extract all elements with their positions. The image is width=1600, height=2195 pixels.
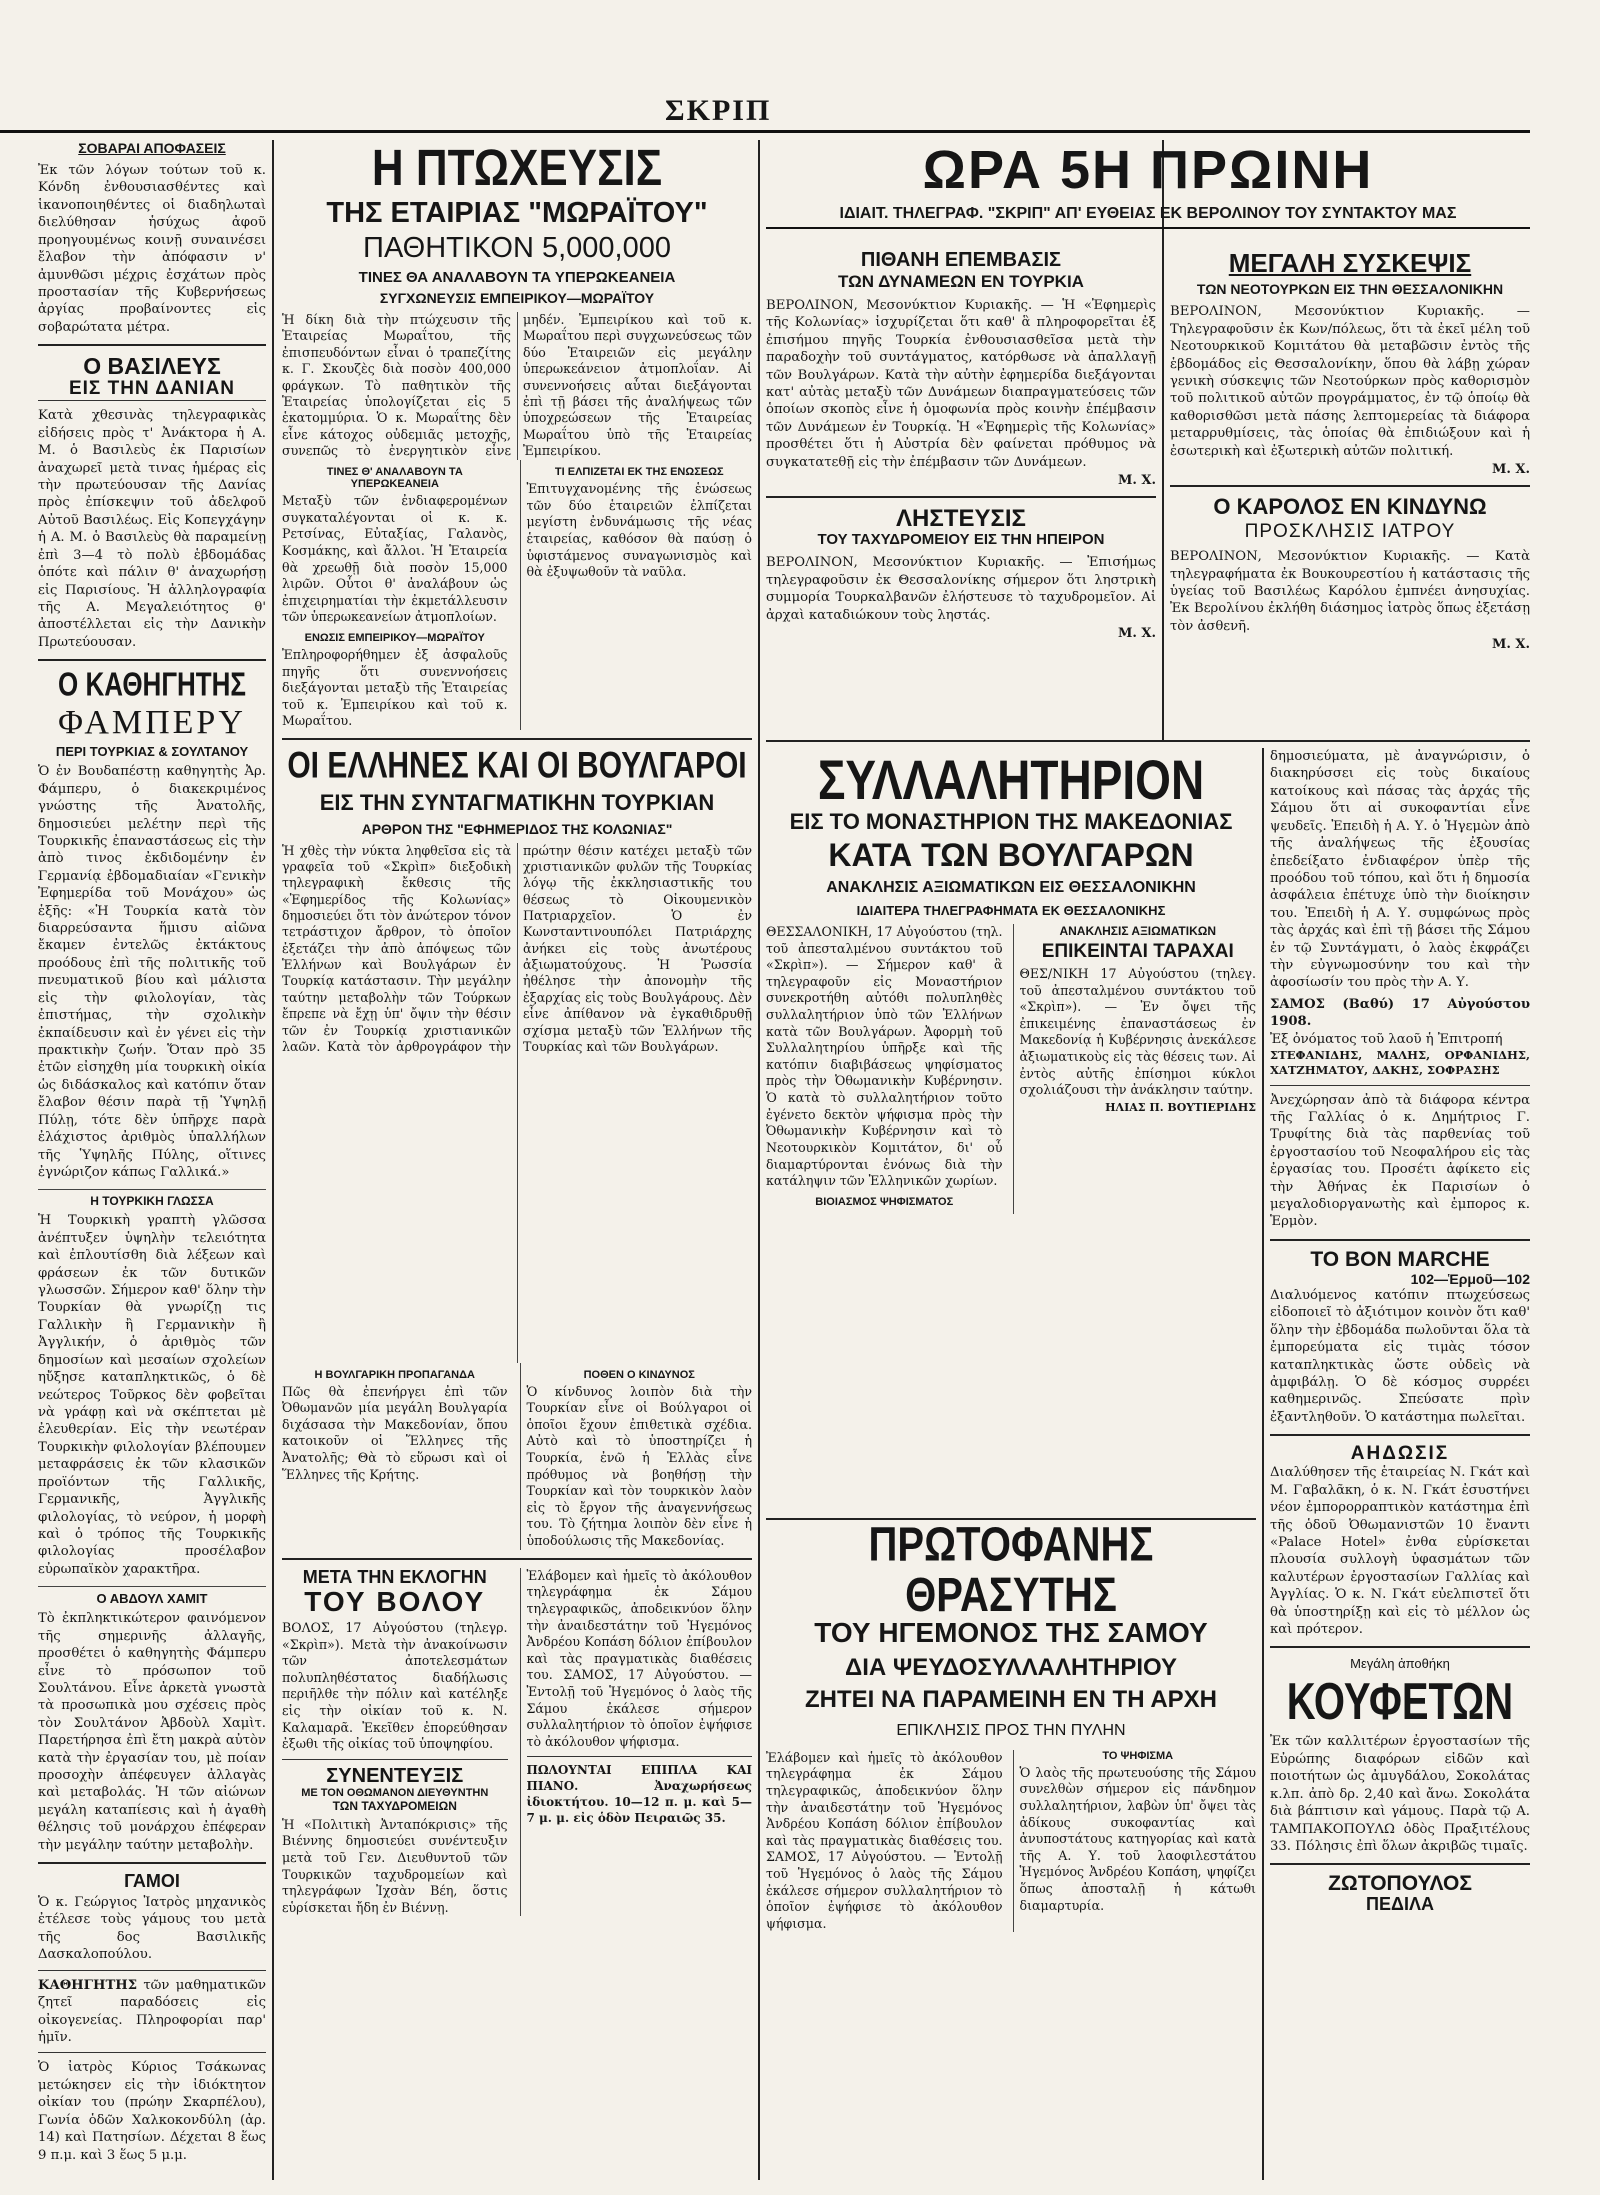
- audacity-title: ΠΡΩΤΟΦΑΝΗΣ ΘΡΑΣΥΤΗΣ: [868, 1518, 1154, 1622]
- rally-sub-3: ΑΝΑΚΛΗΣΙΣ ΑΞΙΩΜΑΤΙΚΩΝ ΕΙΣ ΘΕΣΣΑΛΟΝΙΚΗΝ: [826, 878, 1196, 896]
- rally-columns: [766, 924, 1256, 1214]
- volos-text: ΒΟΛΟΣ, 17 Αὐγούστου (τηλεγρ. «Σκρὶπ»). Μετὰ τὴν ἀνακοίνωσιν τῶν ἀποτελεσμάτων πολυπληθέστατος διαδήλωσις περιῆλθε τὴν πόλιν καὶ κατέληξε εἰς τὴν οἰκίαν τοῦ κ. Ν. Καλαμαρᾶ. Ἐκεῖθεν ἐπορεύθησαν ἐξωθι τῆς οἰκίας τοῦ ὑποψηφίου.: [282, 1619, 508, 1752]
- divider: [766, 496, 1156, 498]
- samos-names: ΣΤΕΦΑΝΙΔΗΣ, ΜΑΛΗΣ, ΟΡΦΑΝΙΔΗΣ, ΧΑΤΖΗΜΑΤΟΥ, ΔΑΚΗΣ, ΣΟΦΡΑΣΗΣ: [1270, 1048, 1530, 1078]
- section-rule: [766, 740, 1530, 742]
- column-3-audacity: [766, 1510, 1256, 2180]
- bankruptcy-text: Ἡ δίκη διὰ τὴν πτώχευσιν τῆς Ἑταιρείας Μωραΐτου, τῆς ἐπισπευδόντων εἶναι ὁ τραπεζίτης κ. Γ. Σκουζὲς διὰ ποσὸν 400,000 φράγκων. Τὸ παθητικὸν τῆς Ἑταιρείας ὑπολογίζεται εἰς 5 ἑκατομμύρια. Ὁ κ. Μωραΐτης δὲν εἶνε κάτοχος οὐδεμιᾶς μετοχῆς, συνεπῶς τὸ ἐνεργητικὸν εἶνε μηδέν. Ἐμπειρίκου καὶ τοῦ κ. Μωραΐτου περὶ συγχωνεύσεως τῶν δύο Ἑταιρειῶν εἰς μεγάλην ὑπερωκεάνειον ἀτμοπλοΐαν. Αἱ συνεννοήσεις αὗται διεξάγονται ἐπὶ τῇ βάσει τῆς ἀναλήψεως τῶν ὑποχρεώσεων τῆς Ἑταιρείας Μωραΐτου ὑπὸ τῆς Ἑταιρείας Ἐμπειρίκου.: [282, 312, 752, 458]
- warehouse-label: Μεγάλη ἀποθήκη: [1350, 1656, 1450, 1672]
- meet-title: ΣΥΝΕΝΤΕΥΞΙΣ: [326, 1764, 464, 1787]
- hamit-text: Τὸ ἐκπληκτικώτερον φαινόμενον τῆς σημερινῆς ἀλλαγῆς, προσθέτει ὁ καθηγητὴς Φάμπερυ εἶνε τὸ πρόσωπον τοῦ Σουλτάνου. Εἶνε ἀρκετὰ γνωστὰ τὰ προσωπικὰ μου σχέσεις πρὸς τὸν Σουλτάνον Ἀβδοὺλ Χαμὶτ. Παρετήρησα ἐπὶ ἔτη μακρὰ αὐτὸν κατὰ τὴν ἐργασίαν του, μὲ ποίαν προσοχὴν ἀπέφευγεν ἀλλαγὰς καὶ μεταβολάς. Ἡ τῶν αἰώνων μεγάλη καταπίεσις καὶ ἡ ἀγαθὴ θέλησις τοῦ μονάρχου ἐπέφεραν τὴν μεγάλην ταύτην μεταβολὴν.: [38, 1611, 266, 1853]
- bankruptcy-text-5: Ἐπληροφορήθημεν ἐξ ἀσφαλοῦς πηγῆς ὅτι συνεννοήσεις διεξάγονται μεταξὺ τῆς Ἑταιρείας τοῦ κ. Ἐμπειρίκου καὶ τοῦ κ. Μωραΐτου.: [282, 646, 508, 729]
- bon-marche-address: 102—Ἑρμοῦ—102: [1410, 1270, 1530, 1287]
- column-3-rally: [766, 748, 1256, 1508]
- bankruptcy-col-a: [282, 460, 508, 730]
- conf-text: ΒΕΡΟΛΙΝΟΝ, Μεσονύκτιον Κυριακῆς. — Τηλεγραφοῦσιν ἐκ Κων/πόλεως, ὅτι τὰ ἐκεῖ μέλη τοῦ Νεοτουρκικοῦ Κομιτάτου θὰ μεταβῶσιν ἐντὸς τῆς ἑβδομάδος εἰς Θεσσαλονίκην, ὅπου θὰ λάβῃ χώραν γενικὴ σύσκεψις τῶν Νεοτούρκων πρὸς καθορισμὸν τοῦ πολιτικοῦ αὐτῶν προγράμματος, ἐν τῷ ὁποίῳ θὰ καθορισθῶσι μετὰ πάσης λεπτομερείας τὰ διάφορα μεταρρυθμίσεις, τὰς ὁποίας θὰ ἐπιδιώξουν καὶ ἡ ἐσωτερικὴ καὶ ἐξωτερικὴ αὐτῶν πολιτική.: [1170, 304, 1530, 459]
- meet-sub-2: ΤΩΝ ΤΑΧΥΔΡΟΜΕΙΩΝ: [332, 1798, 457, 1813]
- meet-text: Ἡ «Πολιτικὴ Ἀνταπόκρισις» τῆς Βιέννης δημοσιεύει συνέντευξιν μετὰ τοῦ Γεν. Διευθυντοῦ τῶν Τουρκικῶν ταχυδρομείων καὶ τηλεγράφων Ἰχσὰν Βέη, ὅστις εὑρίσκεται ἤδη ἐν Βιέννῃ.: [282, 1816, 508, 1915]
- divider: [38, 344, 266, 346]
- lang-text: Ἡ Τουρκικὴ γραπτὴ γλῶσσα ἀνέπτυξεν ὑψηλὴν τελειότητα καὶ ἐπλουτίσθη διὰ λέξεων καὶ φράσεων ἐκ τῶν δυτικῶν γλωσσῶν. Σήμερον καθ' ὅλην τὴν Τουρκίαν θὰ γνωρίζῃ τις Γαλλικὴν ἢ Γερμανικὴν ἢ Ἀγγλικήν, ὁ ἀριθμὸς τῶν δημοσίων καὶ μεσαίων σχολείων ηὔξησε καταπληκτικῶς, ὁ δὲ νεώτερος Τοῦρκος δὲν φοβεῖται νὰ γράφῃ καὶ νὰ σκέπτεται μὲ ἐλευθερίαν. Εἰς τὴν νεωτέραν Τουρκικὴν φιλολογίαν βλέπουμεν μεταφράσεις ἐκ τῶν κλασικῶν προϊόντων τῆς Γαλλικῆς, Γερμανικῆς, Ἀγγλικῆς φιλολογίας, τὸ νεύρον, ἡ μορφὴ καὶ ὁ τρόπος τῆς Τουρκικῆς φιλολογίας προσέλαβον εὐρωπαϊκὸν χαρακτῆρα.: [38, 1213, 266, 1577]
- danger-text: Ὁ κίνδυνος λοιπὸν διὰ τὴν Τουρκίαν εἶνε οἱ Βούλγαροι οἱ ὁποῖοι ἔχουν ἐπιθετικὰ σχέδια. Αὐτὸ καὶ τὸ ὑποστηρίζει ἡ Τουρκία, ἐνῶ ἡ Ἑλλὰς εἶνε πρόθυμος νὰ βοηθήσῃ τὴν Τουρκίαν καὶ τὸν τουρκικὸν λαὸν εἰς τὸ ἔργον τῆς ἀναγεννήσεως του. Τὸ ζήτημα λοιπὸν δὲν εἶνε ἡ ὑποδούλωσις τῆς Μακεδονίας.: [526, 1383, 752, 1549]
- audacity-sub-2: ΔΙΑ ΨΕΥΔΟΣΥΛΛΑΛΗΤΗΡΙΟΥ: [844, 1654, 1178, 1682]
- main-headline: ΩΡΑ 5Η ΠΡΩΙΝΗ: [922, 140, 1374, 200]
- bon-marche-text: Διαλυόμενος κατόπιν πτωχεύσεως εἰδοποιεῖ τὸ ἀξιότιμον κοινὸν ὅτι καθ' ὅλην τὴν ἐβδομάδα πωλοῦνται ὅλα τὰ ἐμπορεύματα εἰς τιμὰς τόσον καταπληκτικὰς ὥστε οὐδεὶς νὰ ἀμφιβάλῃ. Ὁ δὲ κόσμος συρρέει καθημερινῶς. Σπεύσατε πρὶν ἐξαντληθοῦν. Ὁ κατάστημα πωλεῖται.: [1270, 1287, 1530, 1425]
- volos-sub: ΤΟΥ ΒΟΛΟΥ: [304, 1585, 486, 1617]
- greeks-columns: [282, 1363, 752, 1550]
- lower-col-b: [520, 1568, 753, 1917]
- divider: [1170, 485, 1530, 487]
- divider: [38, 659, 266, 661]
- danger-title: ΠΟΘΕΝ Ο ΚΙΝΔΥΝΟΣ: [583, 1368, 695, 1381]
- marriage-text: Ὁ κ. Γεώργιος Ἰατρὸς μηχανικὸς ἐτέλεσε τοὺς γάμους του μετὰ τῆς δος Βασιλικῆς Δασκαλοπούλου.: [38, 1895, 266, 1963]
- divider: [38, 2052, 266, 2053]
- bankruptcy-col-b: [520, 460, 753, 730]
- greeks-title: ΟΙ ΕΛΛΗΝΕΣ ΚΑΙ ΟΙ ΒΟΥΛΓΑΡΟΙ: [287, 744, 747, 787]
- col4-text-mid: Ἀνεχώρησαν ἀπὸ τὰ διάφορα κέντρα τῆς Γαλλίας ὁ κ. Δημήτριος Γ. Τρυφίτης διὰ τὰς παρθενίας τοῦ ἐργοστασίου τοῦ Νεοφαλήρου εἰς τὰς ἐργασίας του. Προσέτι ἀφίκετο εἰς τὴν Ἀθήνας ἐκ Παρισίων ὁ μεγαλοδιοργανωτὴς καὶ ἐμπορος κ. Ἑρμὸν.: [1270, 1092, 1530, 1230]
- greeks-text: Ἡ χθὲς τὴν νύκτα ληφθεῖσα εἰς τὰ γραφεῖα τοῦ «Σκρὶπ» διεξοδικὴ τηλεγραφικὴ ἔκθεσις τῆς «Ἐφημερίδος τῆς Κολωνίας» δημοσιεύει ὅτι τὸν ἀνώτερον τόνον τετράστιχον ἄρθρον, τὸ ὁποῖον ἐξετάζει τὴν ἀπὸ ἀπόψεως τῶν Ἑλλήνων καὶ Βουλγάρων ἐν Τουρκίᾳ κατάστασιν. Τὴν μεγάλην ταύτην μεταβολὴν τῶν Τούρκων ἔπρεπε νὰ ἔχῃ ὑπ' ὄψιν τὴν θέσιν τῶν ἐν Τουρκίᾳ χριστιανικῶν λαῶν. Κατὰ τὸν ἀρθρογράφον τὴν πρώτην θέσιν κατέχει μεταξὺ τῶν χριστιανικῶν φυλῶν τῆς Τουρκίας λόγῳ τῆς ἐκκλησιαστικῆς του θέσεως τὸ Οἰκουμενικὸν Πατριαρχεῖον. Ὁ ἐν Κωνσταντινουπόλει Πατριάρχης ἀνήκει εἰς τοὺς ἀνωτέρους ἀξιωματούχους. Ἡ Ῥωσσία ἠθέλησε τὴν ἀπονομὴν τῆς ἐξαρχίας εἰς τοὺς Βουλγάρους. Δὲν εἶνε ἀπίθανον νὰ ἐγκαθιδρυθῇ σχίσμα μεταξὺ τῶν Ἑλλήνων τῆς Τουρκίας καὶ τῶν Βουλγάρων.: [282, 842, 752, 1054]
- bankruptcy-title: Η ΠΤΩΧΕΥΣΙΣ: [371, 140, 663, 197]
- greeks-col-a: [282, 1363, 508, 1550]
- wire-line: ΙΔΙΑΙΤ. ΤΗΛΕΓΡΑΦ. "ΣΚΡΙΠ" ΑΠ' ΕΥΘΕΙΑΣ ΕΚ ΒΕΡΟΛΙΝΟΥ ΤΟΥ ΣΥΝΤΑΚΤΟΥ ΜΑΣ: [766, 205, 1530, 229]
- samos-committee: Ἐξ ὀνόματος τοῦ λαοῦ ἡ Ἐπιτροπή: [1270, 1031, 1503, 1047]
- audacity-text: Ἐλάβομεν καὶ ἡμεῖς τὸ ἀκόλουθον τηλεγράφημα ἐκ Σάμου τηλεγραφικῶς, ἀποδεικνύον ὅλην τὴν ἀναιδεστάτην τοῦ Ἡγεμόνος Ἀνδρέου Κοπάση δόλιον ἐπίβουλον καὶ τὰς πραγματικὰς διαθέσεις του. ΣΑΜΟΣ, 17 Αὐγούστου. — Ἐντολῇ τοῦ Ἡγεμόνος ὁ λαὸς τῆς Σάμου ἐκάλεσε σήμερον συλλαλητήριον τὸ ὁποῖον ἐψήφισε τὸ ἀκόλουθον ψήφισμα.: [766, 1749, 1003, 1931]
- audacity-sub-3: ΖΗΤΕΙ ΝΑ ΠΑΡΑΜΕΙΝΗ ΕΝ ΤΗ ΑΡΧΗ: [804, 1685, 1217, 1713]
- notice-title: ΑΗΔΩΣΙΣ: [1350, 1443, 1450, 1465]
- king-text: Κατὰ χθεσινὰς τηλεγραφικὰς εἰδήσεις πρὸς τ' Ἀνάκτορα ἡ Α. Μ. ὁ Βασιλεὺς ἐκ Παρισίων ἀναχωρεῖ μετὰ τινας ἡμέρας εἰς τὴν πρωτεύουσαν τῆς Δανίας πρὸς ἐπίσκεψιν τοῦ ἀδελφοῦ Αὐτοῦ Βασιλέως. Εἰς Κοπεγχάγην ἡ Α. Μ. ὁ Βασιλεὺς θὰ παραμείνῃ ἐπὶ 3—4 τὸ πολὺ ἑβδομάδας ὁπότε καὶ πάλιν θ' ἀναχωρήσῃ εἰς Παρισίους. Ἡ ἀλληλογραφία τῆς Α. Μεγαλειότητος θ' ἀποστέλλεται εἰς τὴν Δανικὴν Πρωτεύουσαν.: [38, 408, 266, 650]
- tutor-ad-title: ΚΑΘΗΓΗΤΗΣ: [38, 1977, 138, 1993]
- greeks-sub: ΕΙΣ ΤΗΝ ΣΥΝΤΑΓΜΑΤΙΚΗΝ ΤΟΥΡΚΙΑΝ: [319, 790, 715, 816]
- divider: [527, 1756, 753, 1757]
- marriage-title: ΓΑΜΟΙ: [124, 1871, 180, 1892]
- divider: [1270, 1863, 1530, 1865]
- divider: [1270, 1434, 1530, 1436]
- bankruptcy-title-2: ΤΗΣ ΕΤΑΙΡΙΑΣ "ΜΩΡΑΪΤΟΥ": [326, 197, 708, 230]
- bankruptcy-sub-4: ΤΙ ΕΛΠΙΖΕΤΑΙ ΕΚ ΤΗΣ ΕΝΩΣΕΩΣ: [554, 466, 724, 479]
- masthead: [0, 92, 1530, 133]
- volos-continued: Ἐλάβομεν καὶ ἡμεῖς τὸ ἀκόλουθον τηλεγράφημα ἐκ Σάμου τηλεγραφικῶς, ἀποδεικνύον ὅλην τὴν ἀναιδεστάτην τοῦ Ἡγεμόνος Ἀνδρέου Κοπάση δόλιον ἐπίβουλον καὶ τὰς πραγματικὰς διαθέσεις του. ΣΑΜΟΣ, 17 Αὐγούστου. — Ἐντολῇ τοῦ Ἡγεμόνος ὁ λαὸς τῆς Σάμου ἐκάλεσε σήμερον συλλαλητήριον τὸ ὁποῖον ἐψήφισε τὸ ἀκόλουθον ψήφισμα.: [526, 1567, 752, 1749]
- prof-text: Ὁ ἐν Βουδαπέστῃ καθηγητὴς Ἀρ. Φάμπερυ, ὁ διακεκριμένος γνώστης τῆς Ἀνατολῆς, δημοσιεύει μελέτην περὶ τῆς Τουρκικῆς ἐπαναστάσεως εἰς τὴν ἀπὸ τινος ἐκδιδομένην ἐν Γερμανίᾳ ἑβδομαδιαίαν «Γενικὴν Ἐφημερίδα τοῦ Μονάχου» ὡς ἑξῆς: «Ἡ Τουρκία κατὰ τὸν διαρρεύσαντα ἥμισυ αἰῶνα ἔκαμεν ἐντελῶς ἐκτάκτους προόδους ἐπὶ τῆς πολιτικῆς τοῦ πνευματικοῦ βίου καὶ μάλιστα εἰς τὴν φιλολογίαν, τὰς ἐπιστήμας, τὴν σχολικὴν ἐκπαίδευσιν καὶ ἐν γένει εἰς τὴν πρακτικὴν ζωήν. Ὅταν πρὸ 35 ἐτῶν εἰσηχθη μία τουρκικὴ οἰκία ὡς διδάσκαλος καὶ κατόπιν ὅταν ἔλαβον θέσιν παρὰ τῇ Ὑψηλῇ Πύλῃ, τότε δὲν ὑπῆρχε παρὰ ἐλάχιστος ἀριθμὸς ὑπαλλήλων τῆς Ὑψηλῆς Πύλης, οἵτινες ἐγνώριζον κάπως Γαλλικά.»: [38, 764, 266, 1180]
- column-2: [282, 140, 752, 2180]
- conf-signature: Μ. Χ.: [1491, 462, 1530, 478]
- bankruptcy-sub-5: ΕΝΩΣΙΣ ΕΜΠΕΙΡΙΚΟΥ—ΜΩΡΑΪΤΟΥ: [304, 631, 485, 644]
- conf-sub: ΤΩΝ ΝΕΟΤΟΥΡΚΩΝ ΕΙΣ ΤΗΝ ΘΕΣΣΑΛΟΝΙΚΗΝ: [1196, 281, 1504, 298]
- divider: [1270, 1646, 1530, 1648]
- resolution-title: ΤΟ ΨΗΦΙΣΜΑ: [1102, 1749, 1174, 1762]
- king-title: Ο ΒΑΣΙΛΕΥΣ: [83, 353, 221, 380]
- rally-text: ΘΕΣΣΑΛΟΝΙΚΗ, 17 Αὐγούστου (τηλ. τοῦ ἀπεσταλμένου συντάκτου τοῦ «Σκρὶπ»). — Σήμερον καθ' ἃ τηλεγραφοῦν εἰς Μοναστήριον συνεκροτήθη αὐτόθι πολυπληθὲς συλλαλητήριον ὑπὸ τῶν Ἑλλήνων κατὰ τῶν Βουλγάρων. Ἀφορμὴ τοῦ Συλλαλητηρίου ὑπῆρξε καὶ τῆς κατόπιν διαβιβάσεως ψηφίσματος πρὸς τὴν Ὀθωμανικὴν Κυβέρνησιν. Ὁ κατὰ τὸ συλλαλητήριον τοῦτο ἐγένετο δεκτὸν ψήφισμα πρὸς τὴν Ὀθωμανικὴν Κυβέρνησιν καὶ τὸ Νεοτουρκικὸν Κομιτάτον, δι' οὗ διαμαρτύρονται ἐνόνως διὰ τὴν κατάληψιν τῶν Ἑλληνικῶν χωρίων.: [766, 923, 1003, 1189]
- divider: [282, 738, 752, 740]
- rob-text: ΒΕΡΟΛΙΝΟΝ, Μεσονύκτιον Κυριακῆς. — Ἐπισήμως τηλεγραφοῦσιν ἐκ Θεσσαλονίκης σήμερον ὅτι ληστρικὴ συμμορία Τουρκαλβανῶν ἐλήστευσε τὸ ταχυδρομεῖον. Αἱ ἀρχαὶ καταδιώκουν τοὺς ληστάς.: [766, 555, 1156, 623]
- doctor-ad: Ὁ ἰατρὸς Κύριος Τσάκωνας μετώκησεν εἰς τὴν ἰδιόκτητον οἰκίαν του (πρώην Σκαρπέλου), Γωνία ὁδῶν Χαλκοκονδύλη (ἀρ. 14) καὶ Πατησίων. Δέχεται 8 ἕως 9 π.μ. καὶ 3 ἕως 5 μ.μ.: [38, 2060, 266, 2163]
- bon-marche-title: ΤΟ ΒΟΝ MARCHE: [1310, 1247, 1490, 1271]
- furniture-ad: ΠΩΛΟΥΝΤΑΙ ΕΠΙΠΛΑ ΚΑΙ ΠΙΑΝΟ. Ἀναχωρήσεως ἰδιοκτήτου. 10—12 π. μ. καὶ 5—7 μ. μ. εἰς ὁδὸν Πειραιῶς 35.: [526, 1763, 752, 1825]
- divider: [38, 1970, 266, 1971]
- bprop-title: Η ΒΟΥΛΓΑΡΙΚΗ ΠΡΟΠΑΓΑΝΔΑ: [314, 1368, 475, 1381]
- rally-title: ΣΥΛΛΑΛΗΤΗΡΙΟΝ: [817, 748, 1205, 812]
- rob-signature: Μ. Χ.: [1117, 625, 1156, 641]
- inv-text: ΒΕΡΟΛΙΝΟΝ, Μεσονύκτιον Κυριακῆς. — Ἡ «Ἐφημερὶς τῆς Κολωνίας» ἰσχυρίζεται ὅτι καθ' ἃ πληροφορεῖται ἐξ ἐπισήμου πηγῆς Τουρκία ἐνθουσιασθεῖσα μετὰ τὴν παραδοχὴν τοῦ συντάγματος, κατόρθωσε νὰ ἀπαλλαγῇ τῶν Βουλγάρων. Κατὰ τὴν αὐτὴν ἐφημερίδα διεξάγονται κατ' αὐτὰς μεταξὺ τῶν Δυνάμεων διαπραγματεύσεις τῶν ὁποίων σκοπὸς εἶνε ἡ ὁμοφωνία πρὸς κοινὴν ἐπέμβασιν τῶν Δυνάμεων ἐν Τουρκίᾳ. Ἡ «Ἐφημερὶς τῆς Κολωνίας» προσθέτει ὅτι ἡ Αὐστρία δὲν φαίνεται πρόθυμος νὰ συγκατατεθῇ εἰς τὴν ἐπέμβασιν τῶν Δυνάμεων.: [766, 297, 1156, 470]
- inv-sub: ΤΩΝ ΔΥΝΑΜΕΩΝ ΕΝ ΤΟΥΡΚΙΑ: [838, 272, 1084, 291]
- karl-signature: Μ. Χ.: [1491, 637, 1530, 653]
- karl-text: ΒΕΡΟΛΙΝΟΝ, Μεσονύκτιον Κυριακῆς. — Κατὰ τηλεγραφήματα ἐκ Βουκουρεστίου ἡ κατάστασις τῆς ὑγείας τοῦ Βασιλέως Καρόλου ἐμπνέει ἀνησυχίας. Ἐκ Βερολίνου ἐκλήθη διάσημος ἰατρὸς ὅπως ἐξετάσῃ τὸν ἀσθενῆ.: [1170, 549, 1530, 634]
- bankruptcy-text-4: Ἐπιτυγχανομένης τῆς ἑνώσεως τῶν δύο ἑταιρειῶν ἐλπίζεται μεγίστη ἐνδυνάμωσις τῆς νέας ἑταιρείας, καθόσον θὰ παύσῃ ὁ ὑφιστάμενος συναγωνισμὸς καὶ θὰ ἐξυψωθοῦν τὰ ναῦλα.: [526, 481, 752, 580]
- divider: [282, 1759, 508, 1760]
- tutor-ad: [38, 1977, 266, 2047]
- prof-name: ΦΑΜΠΕΡΥ: [58, 703, 246, 741]
- divider: [38, 1862, 266, 1864]
- bankruptcy-sub-1: ΤΙΝΕΣ ΘΑ ΑΝΑΛΑΒΟΥΝ ΤΑ ΥΠΕΡΩΚΕΑΝΕΙΑ: [358, 269, 676, 287]
- rob-sub: ΤΟΥ ΤΑΧΥΔΡΟΜΕΙΟΥ ΕΙΣ ΤΗΝ ΗΠΕΙΡΟΝ: [817, 531, 1105, 549]
- bankruptcy-text-3: Μεταξὺ τῶν ἐνδιαφερομένων συγκαταλέγονται οἱ κ. κ. Ρετσίνας, Εὐταξίας, Γαλανὸς, Κοσμάκης, καὶ ἄλλοι. Ἡ Ἑταιρεία θὰ χρεωθῇ διὰ ποσὸν 15,000 λιρῶν. Οὗτοι θ' ἀναλάβουν ὡς ἐπιχειρηματίαι τὴν ἐκμετάλλευσιν τῶν ὑπερωκεανείων ἀτμοπλοίων.: [282, 493, 508, 625]
- volos-title: ΜΕΤΑ ΤΗΝ ΕΚΛΟΓΗΝ: [302, 1566, 487, 1587]
- bprop-text: Πῶς θὰ ἐπενήργει ἐπὶ τῶν Ὀθωμανῶν μία μεγάλη Βουλγαρία διχάσασα τὴν Μακεδονίαν, ὅπου κατοικοῦν οἱ Ἕλληνες τῆς Ἀνατολῆς; Θὰ τὸ εὕρωσι καὶ οἱ Ἕλληνες τῆς Κρήτης.: [282, 1383, 508, 1482]
- masthead-title: ΣΚΡΙΠ: [665, 94, 772, 127]
- zotopoulos-sub: ΠΕΔΙΛΑ: [1366, 1894, 1434, 1915]
- rally-col-a: [766, 924, 1003, 1214]
- samos-dateline: ΣΑΜΟΣ (Βαθύ) 17 Αὐγούστου 1908.: [1270, 996, 1530, 1030]
- column-3-top-left: [766, 250, 1156, 730]
- audacity-sub-4: ΕΠΙΚΛΗΣΙΣ ΠΡΟΣ ΤΗΝ ΠΥΛΗΝ: [896, 1721, 1126, 1739]
- bankruptcy-sub-2: ΣΥΓΧΩΝΕΥΣΙΣ ΕΜΠΕΙΡΙΚΟΥ—ΜΩΡΑΪΤΟΥ: [379, 290, 655, 307]
- hamit-title: Ο ΑΒΔΟΥΛ ΧΑΜΙΤ: [38, 1586, 266, 1606]
- bankruptcy-sub-3: ΤΙΝΕΣ Θ' ΑΝΑΛΑΒΟΥΝ ΤΑ ΥΠΕΡΩΚΕΑΝΕΙΑ: [326, 466, 463, 491]
- notice-text: Διαλύθησεν τῆς ἑταιρείας Ν. Γκάτ καὶ Μ. Γαβαλᾶκη, ὁ κ. Ν. Γκάτ ἐσυστήνει νέον ἐμπορορραπτικὸν κατάστημα ἐπὶ τῆς ὁδοῦ Ὀθωμανιστῶν 10 ἔναντι «Palace Hotel» ἐνθα εὑρίσκεται πλουσία συλλογὴ ὑφασμάτων τῶν καλυτέρων ἐργοστασίων Γαλλίας καὶ Ἀγγλίας. Ὁ κ. Ν. Γκάτ εὐελπιστεῖ ὅτι θὰ ὑποστηρίξῃ καὶ εἰς τὸ μέλλον ὡς καὶ πρότερον.: [1270, 1465, 1530, 1638]
- bankruptcy-columns: [282, 460, 752, 730]
- lower-col-a: [282, 1568, 508, 1917]
- karl-title: Ο ΚΑΡΟΛΟΣ ΕΝ ΚΙΝΔΥΝΩ: [1213, 494, 1487, 520]
- koufeta-title: ΚΟΥΦΕΤΩΝ: [1286, 1673, 1514, 1732]
- rally-sub-2: ΚΑΤΑ ΤΩΝ ΒΟΥΛΓΑΡΩΝ: [828, 837, 1194, 874]
- officers-signature: ΗΛΙΑΣ Π. ΒΟΥΤΙΕΡΙΔΗΣ: [1105, 1100, 1256, 1114]
- rally-col-b: [1013, 924, 1257, 1214]
- column-3-headline: [766, 140, 1530, 240]
- column-1: [38, 140, 266, 2180]
- audacity-col-a: [766, 1750, 1003, 1933]
- lang-title: Η ΤΟΥΡΚΙΚΗ ΓΛΩΣΣΑ: [38, 1189, 266, 1208]
- resolution-text: Ὁ λαὸς τῆς πρωτευούσης τῆς Σάμου συνελθὼν σήμερον εἰς πάνδημον συλλαλητήριον, λαβὼν ὑπ' ὄψει τὰς ἀδίκους συκοφαντίας καὶ ἀνυποστάτους κατηγορίας καὶ κατὰ τῆς Α. Υ. τοῦ λαοφιλεστάτου Ἡγεμόνος Ἀνδρέου Κοπάση, ψηφίζει ὅπως ἀποσταλῇ ἡ κάτωθι διαμαρτυρία.: [1019, 1764, 1256, 1913]
- officers-sub: ΕΠΙΚΕΙΝΤΑΙ ΤΑΡΑΧΑΙ: [1041, 940, 1234, 962]
- column-rule-1: [272, 140, 274, 2180]
- karl-sub: ΠΡΟΣΚΛΗΣΙΣ ΙΑΤΡΟΥ: [1244, 521, 1456, 543]
- rob-title: ΛΗΣΤΕΥΣΙΣ: [896, 505, 1026, 533]
- tutor-ad-text: τῶν μαθηματικῶν ζητεῖ παραδόσεις εἰς οἰκογενείας. Πληροφορίαι παρ' ἡμῖν.: [38, 1977, 266, 2045]
- column-4: [1270, 748, 1530, 2180]
- prof-sub: ΠΕΡΙ ΤΟΥΡΚΙΑΣ & ΣΟΥΛΤΑΝΟΥ: [55, 744, 249, 760]
- officers-text: ΘΕΣ/ΝΙΚΗ 17 Αὐγούστου (τηλεγ. τοῦ ἀπεσταλμένου συντάκτου τοῦ «Σκρὶπ»). — Ἐν ὄψει τῆς ἐπικειμένης ἐπαναστάσεως ἐν Μακεδονίᾳ ἡ Κυβέρνησις ἀνεκάλεσε ἀξιωματικοὺς εἰς τὰς θέσεις των. Αἱ ἐντὸς αὐτῆς ἐπίσημοι κύκλοι σχολιάζουσι τὴν ἀνάκλησιν ταύτην.: [1019, 965, 1256, 1098]
- zotopoulos-title: ΖΩΤΟΠΟΥΛΟΣ: [1328, 1872, 1472, 1896]
- col4-text-top: δημοσιεύματα, μὲ ἀναγνώρισιν, ὁ διακηρύσσει εἰς τοὺς δικαίους κατοίκους καὶ πάσας τὰς ἀρχάς τῆς Σάμου ὅτι αἱ συκοφαντίαι εἶνε ψευδεῖς. Ἐπειδὴ ἡ Α. Υ. ὁ Ἡγεμὼν ἀπὸ τῆς ἀναλήψεως τῆς ἐξουσίας ἐπεδείξατο ἐνδιαφέρον ὑπὲρ τῆς προόδου τοῦ τόπου, καὶ ὅτι ἡ δημοσία ἀσφάλεια ἐπέτυχε ὑπὸ τὴν διοίκησιν του. Ἐπειδὴ ἡ Α. Υ. συμφώνως πρὸς τὰς ἀρχάς καὶ ἐπὶ τῇ βάσει τῆς Σάμου ἐν τῷ Συντάγματι, ὁ λαὸς ἐκφράζει τὴν εὐγνωμοσύνην του καὶ τὴν ἀφοσίωσίν του πρὸς τὴν Α. Υ.: [1270, 749, 1530, 991]
- resol-title: ΒΙΟΙΑΣΜΟΣ ΨΗΦΙΣΜΑΤΟΣ: [815, 1195, 954, 1208]
- greeks-col-b: [520, 1363, 753, 1550]
- audacity-sub: ΤΟΥ ΗΓΕΜΟΝΟΣ ΤΗΣ ΣΑΜΟΥ: [814, 1617, 1208, 1648]
- divider: [282, 1558, 752, 1560]
- column-rule-4: [1262, 748, 1264, 2180]
- col1-header: ΣΟΒΑΡΑΙ ΑΠΟΦΑΣΕΙΣ: [78, 140, 226, 156]
- meet-sub: ΜΕ ΤΟΝ ΟΘΩΜΑΝΟΝ ΔΙΕΥΘΥΝΤΗΝ: [301, 1786, 489, 1799]
- lower-columns: [282, 1568, 752, 1917]
- divider: [1270, 1085, 1530, 1086]
- audacity-columns: [766, 1750, 1256, 1933]
- prof-title: Ο ΚΑΘΗΓΗΤΗΣ: [58, 664, 246, 704]
- column-rule-2: [758, 140, 760, 2180]
- divider: [1270, 1239, 1530, 1241]
- rally-sub: ΕΙΣ ΤΟ ΜΟΝΑΣΤΗΡΙΟΝ ΤΗΣ ΜΑΚΕΔΟΝΙΑΣ: [789, 809, 1233, 835]
- inv-signature: Μ. Χ.: [1117, 473, 1156, 489]
- king-sub: ΕΙΣ ΤΗΝ ΔΑΝΙΑΝ: [38, 378, 266, 401]
- greeks-sub-2: ΑΡΘΡΟΝ ΤΗΣ "ΕΦΗΜΕΡΙΔΟΣ ΤΗΣ ΚΟΛΩΝΙΑΣ": [361, 820, 673, 837]
- col1-intro: Ἐκ τῶν λόγων τούτων τοῦ κ. Κόνδη ἐνθουσιασθέντες καὶ ἱκανοποιηθέντες οἱ διαδηλωταὶ διελύθησαν ἡσύχως ἀφοῦ προηγουμένως κοινῇ συναινέσει ἔλαβον τὴν ἀπόφασιν ν' ἀμυνθῶσι μέχρις ἐσχάτων πρὸς προστασίαν τῆς Κυβερνήσεως ἀργίας προβαίνοντες εἰς σοβαρώτατα μέτρα.: [38, 163, 266, 335]
- bankruptcy-liabilities: ΠΑΘΗΤΙΚΟΝ 5,000,000: [363, 231, 671, 264]
- inv-title: ΠΙΘΑΝΗ ΕΠΕΜΒΑΣΙΣ: [860, 250, 1062, 271]
- koufeta-text: Ἐκ τῶν καλλιτέρων ἐργοστασίων τῆς Εὐρώπης διαφόρων εἰδῶν καὶ ποιοτήτων ὡς ἀμυγδάλου, Σοκολάτας κ.λπ. ἀπὸ δρ. 2,40 καὶ ἄνω. Σοκολάτα διὰ βάπτισιν καὶ γάμους. Παρὰ τῷ Α. ΤΑΜΠΑΚΟΠΟΥΛΩ ὁδὸς Πραξιτέλους 33. Πόλησις ἐπὶ ὅλων ἀκριβῶς τιμαῖς.: [1270, 1734, 1530, 1854]
- column-3-top-right: [1170, 250, 1530, 730]
- rally-sub-4: ΙΔΙΑΙΤΕΡΑ ΤΗΛΕΓΡΑΦΗΜΑΤΑ ΕΚ ΘΕΣΣΑΛΟΝΙΚΗΣ: [856, 902, 1166, 918]
- audacity-col-b: [1013, 1750, 1257, 1933]
- conf-title: ΜΕΓΑΛΗ ΣΥΣΚΕΨΙΣ: [1228, 250, 1472, 278]
- officers-title: ΑΝΑΚΛΗΣΙΣ ΑΞΙΩΜΑΤΙΚΩΝ: [1059, 923, 1217, 938]
